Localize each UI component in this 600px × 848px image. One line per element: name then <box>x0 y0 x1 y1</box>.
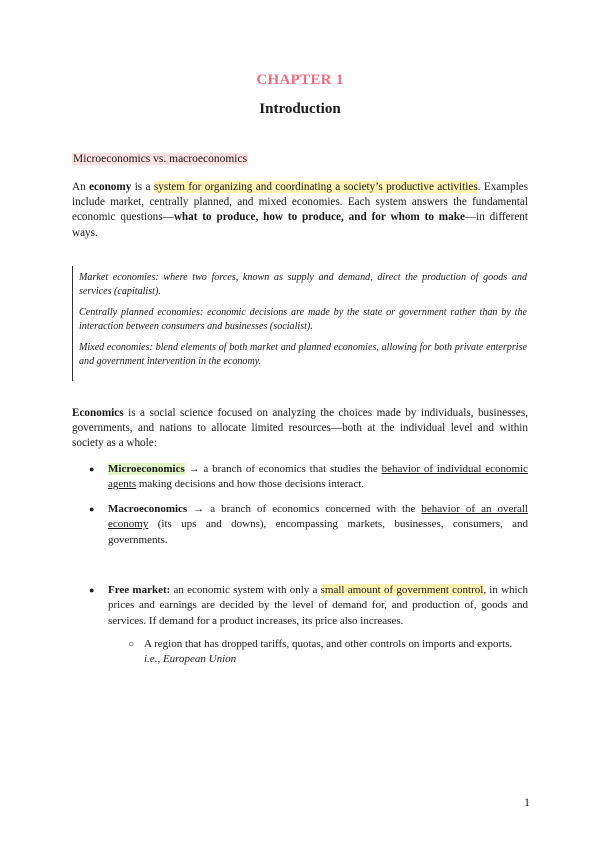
section-heading: Microeconomics vs. macroeconomics <box>73 153 248 165</box>
sub-list-item <box>128 637 528 668</box>
macroeconomics-term: Macroeconomics <box>108 503 188 515</box>
economic-questions: what to produce, how to produce, and for whom to make <box>173 211 465 224</box>
sub-item-example: i.e., European Union <box>144 653 237 666</box>
list-item-macroeconomics: ● Macroeconomics → a branch of economics concerned with the behavior of an overall economy (its ups and downs), encompassing markets, businesses, consumers, and governments. <box>89 503 528 546</box>
economy-types-blockquote <box>72 266 527 381</box>
government-control-highlight: small amount of government control <box>320 584 484 596</box>
chapter-label: CHAPTER 1 <box>256 72 344 88</box>
economy-term: economy <box>89 181 132 193</box>
list-item-free-market: ● Free market: an economic system with only a small amount of government control, in which prices and earnings are decided by the level of demand for, and production of, goods and services. If demand for a product increases, its price also increases. <box>89 584 528 627</box>
bullet-icon: ● <box>89 464 95 474</box>
planned-economies-text: Centrally planned economies: economic decisions are made by the state or government rather than by the interaction between consumers and businesses (socialist). <box>79 307 527 332</box>
list-item-microeconomics: ● Microeconomics → a branch of economics that studies the behavior of individual economic agents making decisions and how those decisions interact. <box>89 463 528 491</box>
bullet-icon: ● <box>89 504 95 514</box>
sub-item-text: A region that has dropped tariffs, quotas, and other controls on imports and exports. <box>144 638 513 650</box>
circle-bullet-icon: ○ <box>128 639 135 650</box>
free-market-term: Free market: <box>108 584 171 596</box>
micro-underlined: behavior of individual economic agents <box>108 463 528 491</box>
microeconomics-term: Microeconomics <box>108 463 185 475</box>
market-economies-text: Market economies: where two forces, known as supply and demand, direct the production of goods and services (capitalist). <box>79 272 527 297</box>
page-title: Introduction <box>259 101 341 117</box>
mixed-economies-text: Mixed economies: blend elements of both market and planned economies, allowing for both private enterprise and government intervention in the economy. <box>79 342 527 367</box>
economy-definition-highlight: system for organizing and coordinating a society’s productive activities <box>153 181 478 193</box>
economics-paragraph: Economics is a social science focused on analyzing the choices made by individuals, businesses, governments, and nations to allocate limited resources—both at the individual level and within society as a whole: <box>72 407 528 450</box>
intro-paragraph: An economy is a system for organizing and coordinating a society’s productive activities. Examples include market, centrally planned, and mixed economies. Each system answers the fundamental economic questions—what to produce, how to produce, and for whom to make—in different ways. <box>72 181 528 239</box>
bullet-icon: ● <box>89 585 95 595</box>
economics-term: Economics <box>72 407 124 419</box>
macro-underlined: behavior of an overall economy <box>108 503 528 531</box>
page-number: 1 <box>524 795 530 809</box>
